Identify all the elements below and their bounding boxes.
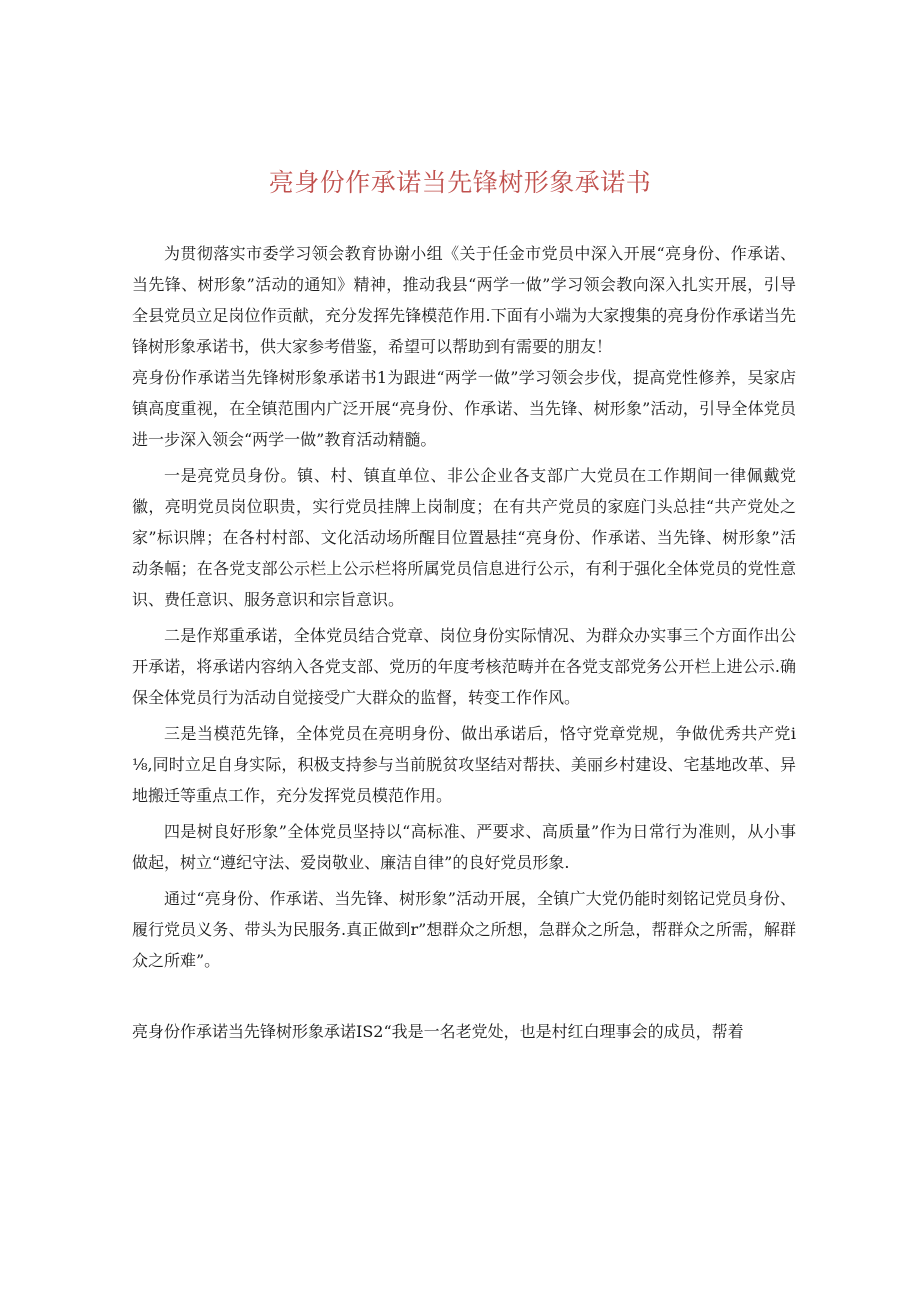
document-title: 亮身份作承诺当先锋树形象承诺书 (268, 168, 652, 197)
point-two-paragraph: 二是作郑重承诺，全体党员结合党章、岗位身份实际情况、为群众办实事三个方面作出公开承诺，将承诺内容纳入各党支部、党历的年度考核范畴并在各党支部党务公开栏上进公示.确保全体党员行为活动自觉接受广大群众的监督，转变工作作风。 (132, 626, 796, 707)
intro-paragraph: 为贯彻落实市委学习领会教育协谢小组《关于任金市党员中深入开展“亮身份、作承诺、当先锋、树形象”活动的通知》精神，推动我县“两学一做”学习领会教向深入扎实开展，引导全县党员立足岗位作贡献，充分发挥先锋模范作用.下面有小端为大家搜集的亮身份作承诺当先锋树形象承诺书，供大家参考借鉴，希望可以帮助到有需要的朋友！ (132, 244, 796, 356)
point-one-paragraph: 一是亮党员身份。镇、村、镇直单位、非公企业各支部广大党员在工作期间一律佩戴党徽，亮明党员岗位职贵，实行党员挂牌上岗制度；在有共产党员的家庭门头总挂“共产党处之家”标识牌；在各村村部、文化活动场所醒目位置悬挂“亮身份、作承诺、当先锋、树形象”活动条幅；在各党支部公示栏上公示栏将所属党员信息进行公示，有利于强化全体党员的党性意识、费任意识、服务意识和宗旨意识。 (132, 466, 796, 609)
section-1-paragraph: 亮身份作承诺当先锋树形象承诺书1为跟进“两学一做”学习领会步伐，提高党性修养，吴家店镇高度重视，在全镇范围内广泛开展“亮身份、作承诺、当先锋、树形象”活动，引导全体党员进一步深入领会“两学一做”教育活动精髓。 (132, 368, 796, 449)
point-three-paragraph: 三是当模范先锋，全体党员在亮明身份、做出承诺后，恪守党章党规，争做优秀共产党i⅛,同时立足自身实际，积极支持参与当前脱贫攻坚结对帮扶、美丽乡村建设、宅基地改革、异地搬迁等重点工作，充分发挥党员模范作用。 (132, 724, 796, 805)
document-body (132, 238, 796, 1047)
summary-paragraph: 通过“亮身份、作承诺、当先锋、树形象”活动开展，全镇广大党仍能时刻铭记党员身份、履行党员义务、带头为民服务.真正做到r”想群众之所想，急群众之所急，帮群众之所需，解群众之所难”。 (132, 889, 796, 970)
section-2-paragraph: 亮身份作承诺当先锋树形象承诺IS2“我是一名老党处，也是村红白理事会的成员，帮着 (132, 1022, 744, 1041)
point-four-paragraph: 四是树良好形象”全体党员坚持以“高标准、严要求、高质量”作为日常行为准则，从小事做起，树立“遵纪守法、爱岗敬业、廉洁自律”的良好党员形象. (132, 822, 796, 872)
